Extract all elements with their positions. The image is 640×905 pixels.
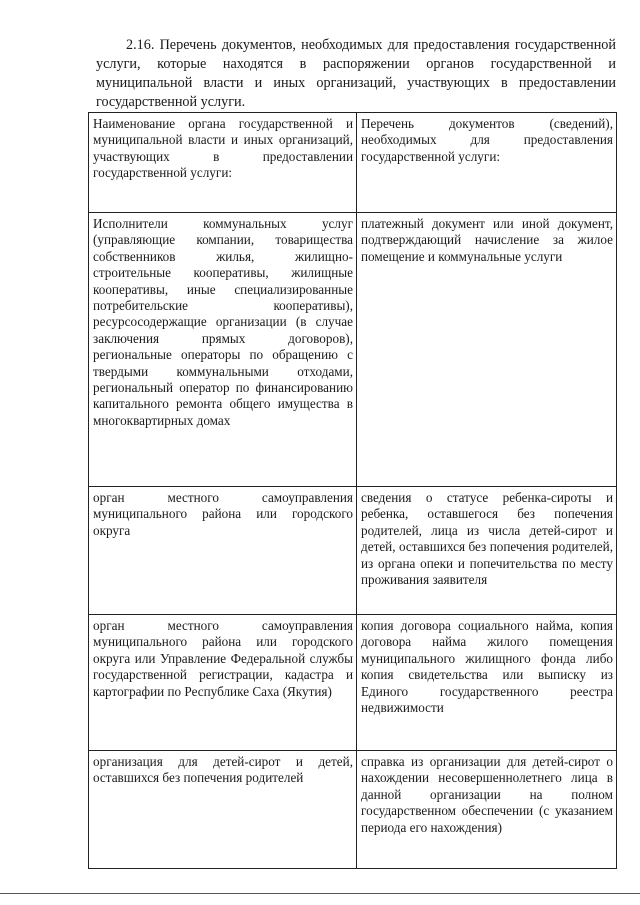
documents-text: платежный документ или иной документ, подтверждающий начисление за жилое помещение и коммунальные услуги xyxy=(361,216,613,264)
organization-cell xyxy=(89,615,357,751)
organization-text: организация для детей-сирот и детей, оставшихся без попечения родителей xyxy=(93,754,353,786)
documents-table xyxy=(88,112,617,869)
bottom-divider xyxy=(0,893,640,894)
organization-cell xyxy=(89,751,357,869)
documents-cell xyxy=(357,615,617,751)
table-row xyxy=(89,615,617,751)
table-row xyxy=(89,213,617,487)
documents-text: справка из организации для детей-сирот о нахождении несовершеннолетнего лица в данной организации на полном государственном обеспечении (с указанием периода его нахождения) xyxy=(361,754,613,835)
organization-text: орган местного самоуправления муниципального района или городского округа xyxy=(93,490,353,538)
header-documents-text: Перечень документов (сведений), необходимых для предоставления государственной услуги: xyxy=(361,116,613,164)
documents-cell xyxy=(357,751,617,869)
header-cell-documents xyxy=(357,113,617,213)
organization-cell xyxy=(89,487,357,615)
documents-text: сведения о статусе ребенка-сироты и ребенка, оставшегося без попечения родителей, лица из числа детей-сирот и детей, оставшихся без попечения родителей, из органа опеки и попечительства по месту проживания заявителя xyxy=(361,490,613,588)
table-header-row xyxy=(89,113,617,213)
section-intro-paragraph: 2.16. Перечень документов, необходимых для предоставления государственной услуги, которые находятся в распоряжении органов государственной и муниципальной власти и иных организаций, участвующих в предоставлении государственной услуги. xyxy=(96,37,616,111)
documents-cell xyxy=(357,487,617,615)
documents-text: копия договора социального найма, копия договора найма жилого помещения муниципального жилищного фонда либо копия свидетельства или выписку из Единого государственного реестра недвижимости xyxy=(361,618,613,716)
organization-cell xyxy=(89,213,357,487)
table-row xyxy=(89,487,617,615)
table-row xyxy=(89,751,617,869)
header-cell-organization xyxy=(89,113,357,213)
organization-text: орган местного самоуправления муниципального района или городского округа или Управление Федеральной службы государственной регистрации, кадастра и картографии по Республике Саха (Якутия) xyxy=(93,618,353,699)
organization-text: Исполнители коммунальных услуг (управляющие компании, товарищества собственников жилья, жилищно-строительные кооперативы, жилищные кооперативы, иные специализированные потребительские кооперативы), ресурсосодержащие организации (в случае заключения прямых договоров), региональные операторы по обращению с твердыми коммунальными отходами, региональный оператор по финансированию капитального ремонта общего имущества в многоквартирных домах xyxy=(93,216,353,428)
documents-cell xyxy=(357,213,617,487)
header-organization-text: Наименование органа государственной и муниципальной власти и иных организаций, участвующих в предоставлении государственной услуги: xyxy=(93,116,353,181)
